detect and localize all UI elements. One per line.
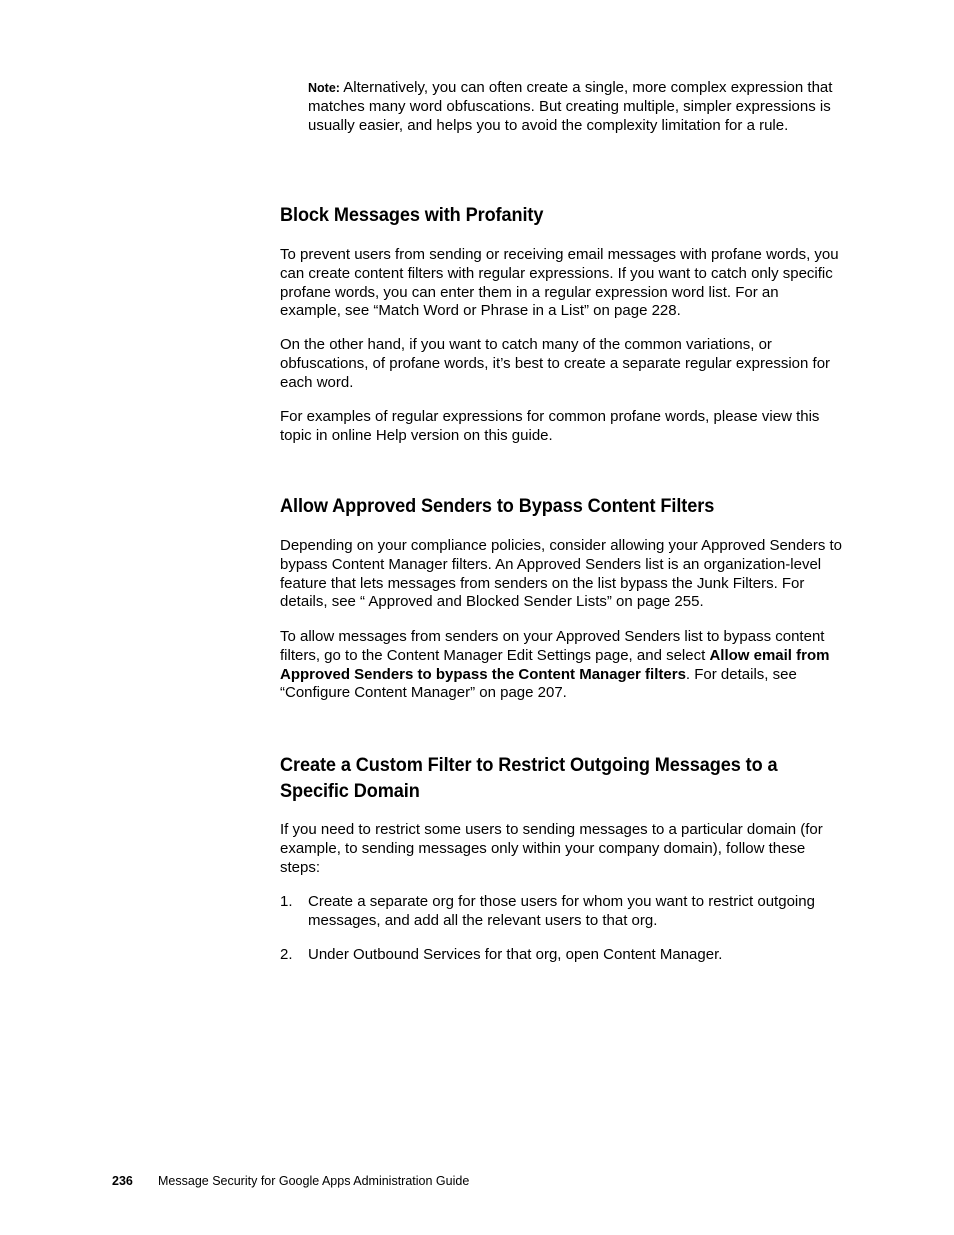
profanity-paragraph-2: On the other hand, if you want to catch many of the common variations, or obfuscations, of profane words, it’s best to create a separate regular expression for each word. <box>280 336 831 391</box>
profanity-paragraph-1: To prevent users from sending or receiving email messages with profane words, you can create content filters with regular expressions. If you want to catch only specific profane words, you can enter them in a regular expression word list. For an example, see “Match Word or Phrase in a List” on page 228. <box>280 246 839 320</box>
allow-email-setting-name: Allow email from Approved Senders to bypass the Content Manager filters <box>280 646 830 683</box>
page-number: 236 <box>112 1174 133 1188</box>
step-1-number: 1. <box>280 893 293 910</box>
approved-senders-p2-tail: . For details, see “Configure Content Manager” on page 207. <box>280 665 797 702</box>
step-2-number: 2. <box>280 946 293 963</box>
approved-senders-p2-text: To allow messages from senders on your Approved Senders list to bypass content filters, go to the Content Manager Edit Settings page, and select <box>280 628 825 664</box>
custom-filter-paragraph-1: If you need to restrict some users to sending messages to a particular domain (for example, to sending messages only within your company domain), follow these steps: <box>280 821 823 876</box>
note-text: Alternatively, you can often create a single, more complex expression that matches many word obfuscations. But creating multiple, simpler expressions is usually easier, and helps you to avoid the complexity limitation for a rule. <box>308 79 833 134</box>
heading-block-profanity: Block Messages with Profanity <box>280 204 544 226</box>
heading-custom-filter: Create a Custom Filter to Restrict Outgoing Messages to a Specific Domain <box>280 754 778 802</box>
step-1-text: Create a separate org for those users for whom you want to restrict outgoing messages, and add all the relevant users to that org. <box>308 893 815 929</box>
note-paragraph <box>308 79 848 135</box>
step-1 <box>280 893 842 931</box>
approved-senders-paragraph-2 <box>280 628 842 703</box>
page-footer <box>112 1173 469 1189</box>
footer-title: Message Security for Google Apps Administration Guide <box>158 1174 470 1188</box>
approved-senders-paragraph-1: Depending on your compliance policies, consider allowing your Approved Senders to bypass Content Manager filters. An Approved Senders list is an organization-level feature that lets messages from senders on the list bypass the Junk Filters. For details, see “ Approved and Blocked Sender Lists” on page 255. <box>280 537 843 611</box>
step-2-text: Under Outbound Services for that org, open Content Manager. <box>308 946 723 963</box>
profanity-paragraph-3: For examples of regular expressions for common profane words, please view this topic in online Help version on this guide. <box>280 408 820 444</box>
note-label: Note: <box>308 81 340 95</box>
step-2 <box>280 946 842 965</box>
heading-approved-senders: Allow Approved Senders to Bypass Content Filters <box>280 495 715 517</box>
